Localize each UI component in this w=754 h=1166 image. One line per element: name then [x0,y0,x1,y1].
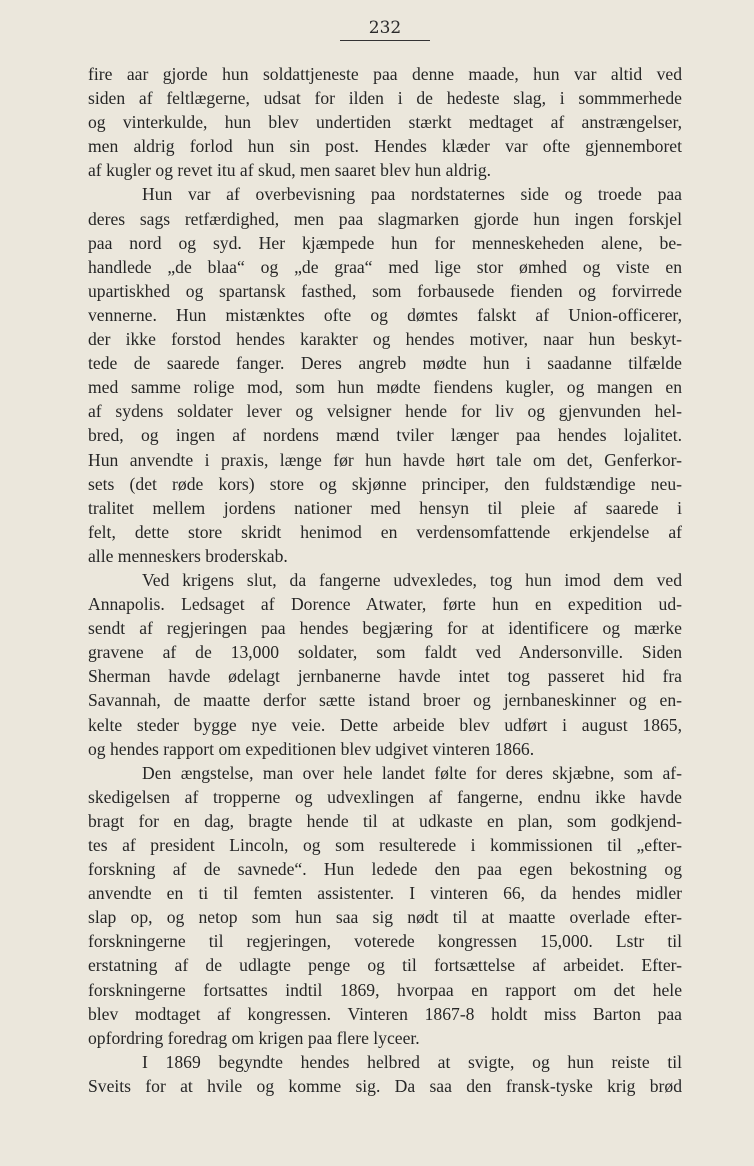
text-line: paa nord og syd. Her kjæmpede hun for menneskeheden alene, be- [88,232,682,253]
text-line: fire aar gjorde hun soldattjeneste paa denne maade, hun var altid ved [88,64,682,84]
text-line: med samme rolige mod, som hun mødte fiendens kugler, og mangen en [88,377,682,398]
text-line: opfordring foredrag om krigen paa flere lyceer. [88,1027,420,1048]
text-line: upartiskhed og spartansk fasthed, som forbausede fienden og forvirrede [88,280,682,301]
text-line: siden af feltlægerne, udsat for ilden i de hedeste slag, i sommmerhede [88,88,682,109]
text-line: slap op, og netop som hun saa sig nødt til at maatte overlade efter- [88,907,682,928]
text-line: anvendte en ti til femten assistenter. I vinteren 66, da hendes midler [88,883,682,904]
text-line: Ved krigens slut, da fangerne udvexledes, tog hun imod dem ved [142,569,682,590]
text-line: gravene af de 13,000 soldater, som faldt ved Andersonville. Siden [88,642,682,663]
text-line: deres sags retfærdighed, men paa slagmarken gjorde hun ingen forskjel [88,208,682,229]
text-line: handlede „de blaa“ og „de graa“ med lige stor ømhed og viste en [88,256,682,277]
text-line: Hun anvendte i praxis, længe før hun havde hørt tale om det, Genferkor- [88,449,682,470]
text-line: blev modtaget af kongressen. Vinteren 1867-8 holdt miss Barton paa [88,1003,682,1024]
text-line: kelte steder bygge nye veie. Dette arbeide blev udført i august 1865, [88,714,682,735]
text-line: I 1869 begyndte hendes helbred at svigte, og hun reiste til [142,1051,682,1072]
text-line: tralitet mellem jordens nationer med hensyn til pleie af saarede i [88,497,682,518]
text-line: sendt af regjeringen paa hendes begjæring for at identificere og mærke [88,618,682,639]
text-line: af kugler og revet itu af skud, men saaret blev hun aldrig. [88,160,492,181]
text-line: Hun var af overbevisning paa nordstaternes side og troede paa [142,184,682,205]
text-line: forskningerne fortsattes indtil 1869, hvorpaa en rapport om det hele [88,979,682,1000]
text-line: vennerne. Hun mistænktes ofte og dømtes falskt af Union-officerer, [88,304,682,325]
text-line: og vinterkulde, hun blev undertiden stærkt medtaget af anstrængelser, [88,112,682,133]
text-line: men aldrig forlod hun sin post. Hendes klæder var ofte gjennemboret [88,136,682,157]
text-line: af sydens soldater lever og velsigner hende for liv og gjenvunden hel- [88,401,682,422]
body-text [88,62,682,1098]
text-line: tede de saarede fanger. Deres angreb mødte hun i saadanne tilfælde [88,353,682,374]
text-line: bragt for en dag, bragte hende til at udkaste en plan, som godkjend- [88,810,682,831]
text-line: der ikke forstod hendes karakter og hendes motiver, naar hun beskyt- [88,329,682,350]
text-line: Sherman havde ødelagt jernbanerne havde intet tog passeret hid fra [88,666,682,687]
text-line: forskning af de savnede“. Hun ledede den paa egen bekostning og [88,859,682,880]
text-line: bred, og ingen af nordens mænd tviler længer paa hendes lojalitet. [88,425,682,446]
text-line: erstatning af de udlagte penge og til fortsættelse af arbeidet. Efter- [88,955,682,976]
text-line: forskningerne til regjeringen, voterede kongressen 15,000. Lstr til [88,931,682,952]
text-line: Annapolis. Ledsaget af Dorence Atwater, førte hun en expedition ud- [88,594,682,615]
text-line: Sveits for at hvile og komme sig. Da saa den fransk-tyske krig brød [88,1075,682,1096]
text-line: tes af president Lincoln, og som resulterede i kommissionen til „efter- [88,835,682,855]
text-line: felt, dette store skridt henimod en verdensomfattende erkjendelse af [88,521,682,542]
text-line: Den ængstelse, man over hele landet følte for deres skjæbne, som af- [142,762,682,783]
text-line: sets (det røde kors) store og skjønne principer, den fuldstændige neu- [88,473,682,494]
page-number: 232 [340,18,430,41]
text-line: skedigelsen af tropperne og udvexlingen af fangerne, endnu ikke havde [88,786,682,807]
text-line: Savannah, de maatte derfor sætte istand broer og jernbaneskinner og en- [88,690,682,711]
text-line: og hendes rapport om expeditionen blev udgivet vinteren 1866. [88,738,535,759]
text-line: alle menneskers broderskab. [88,545,288,566]
